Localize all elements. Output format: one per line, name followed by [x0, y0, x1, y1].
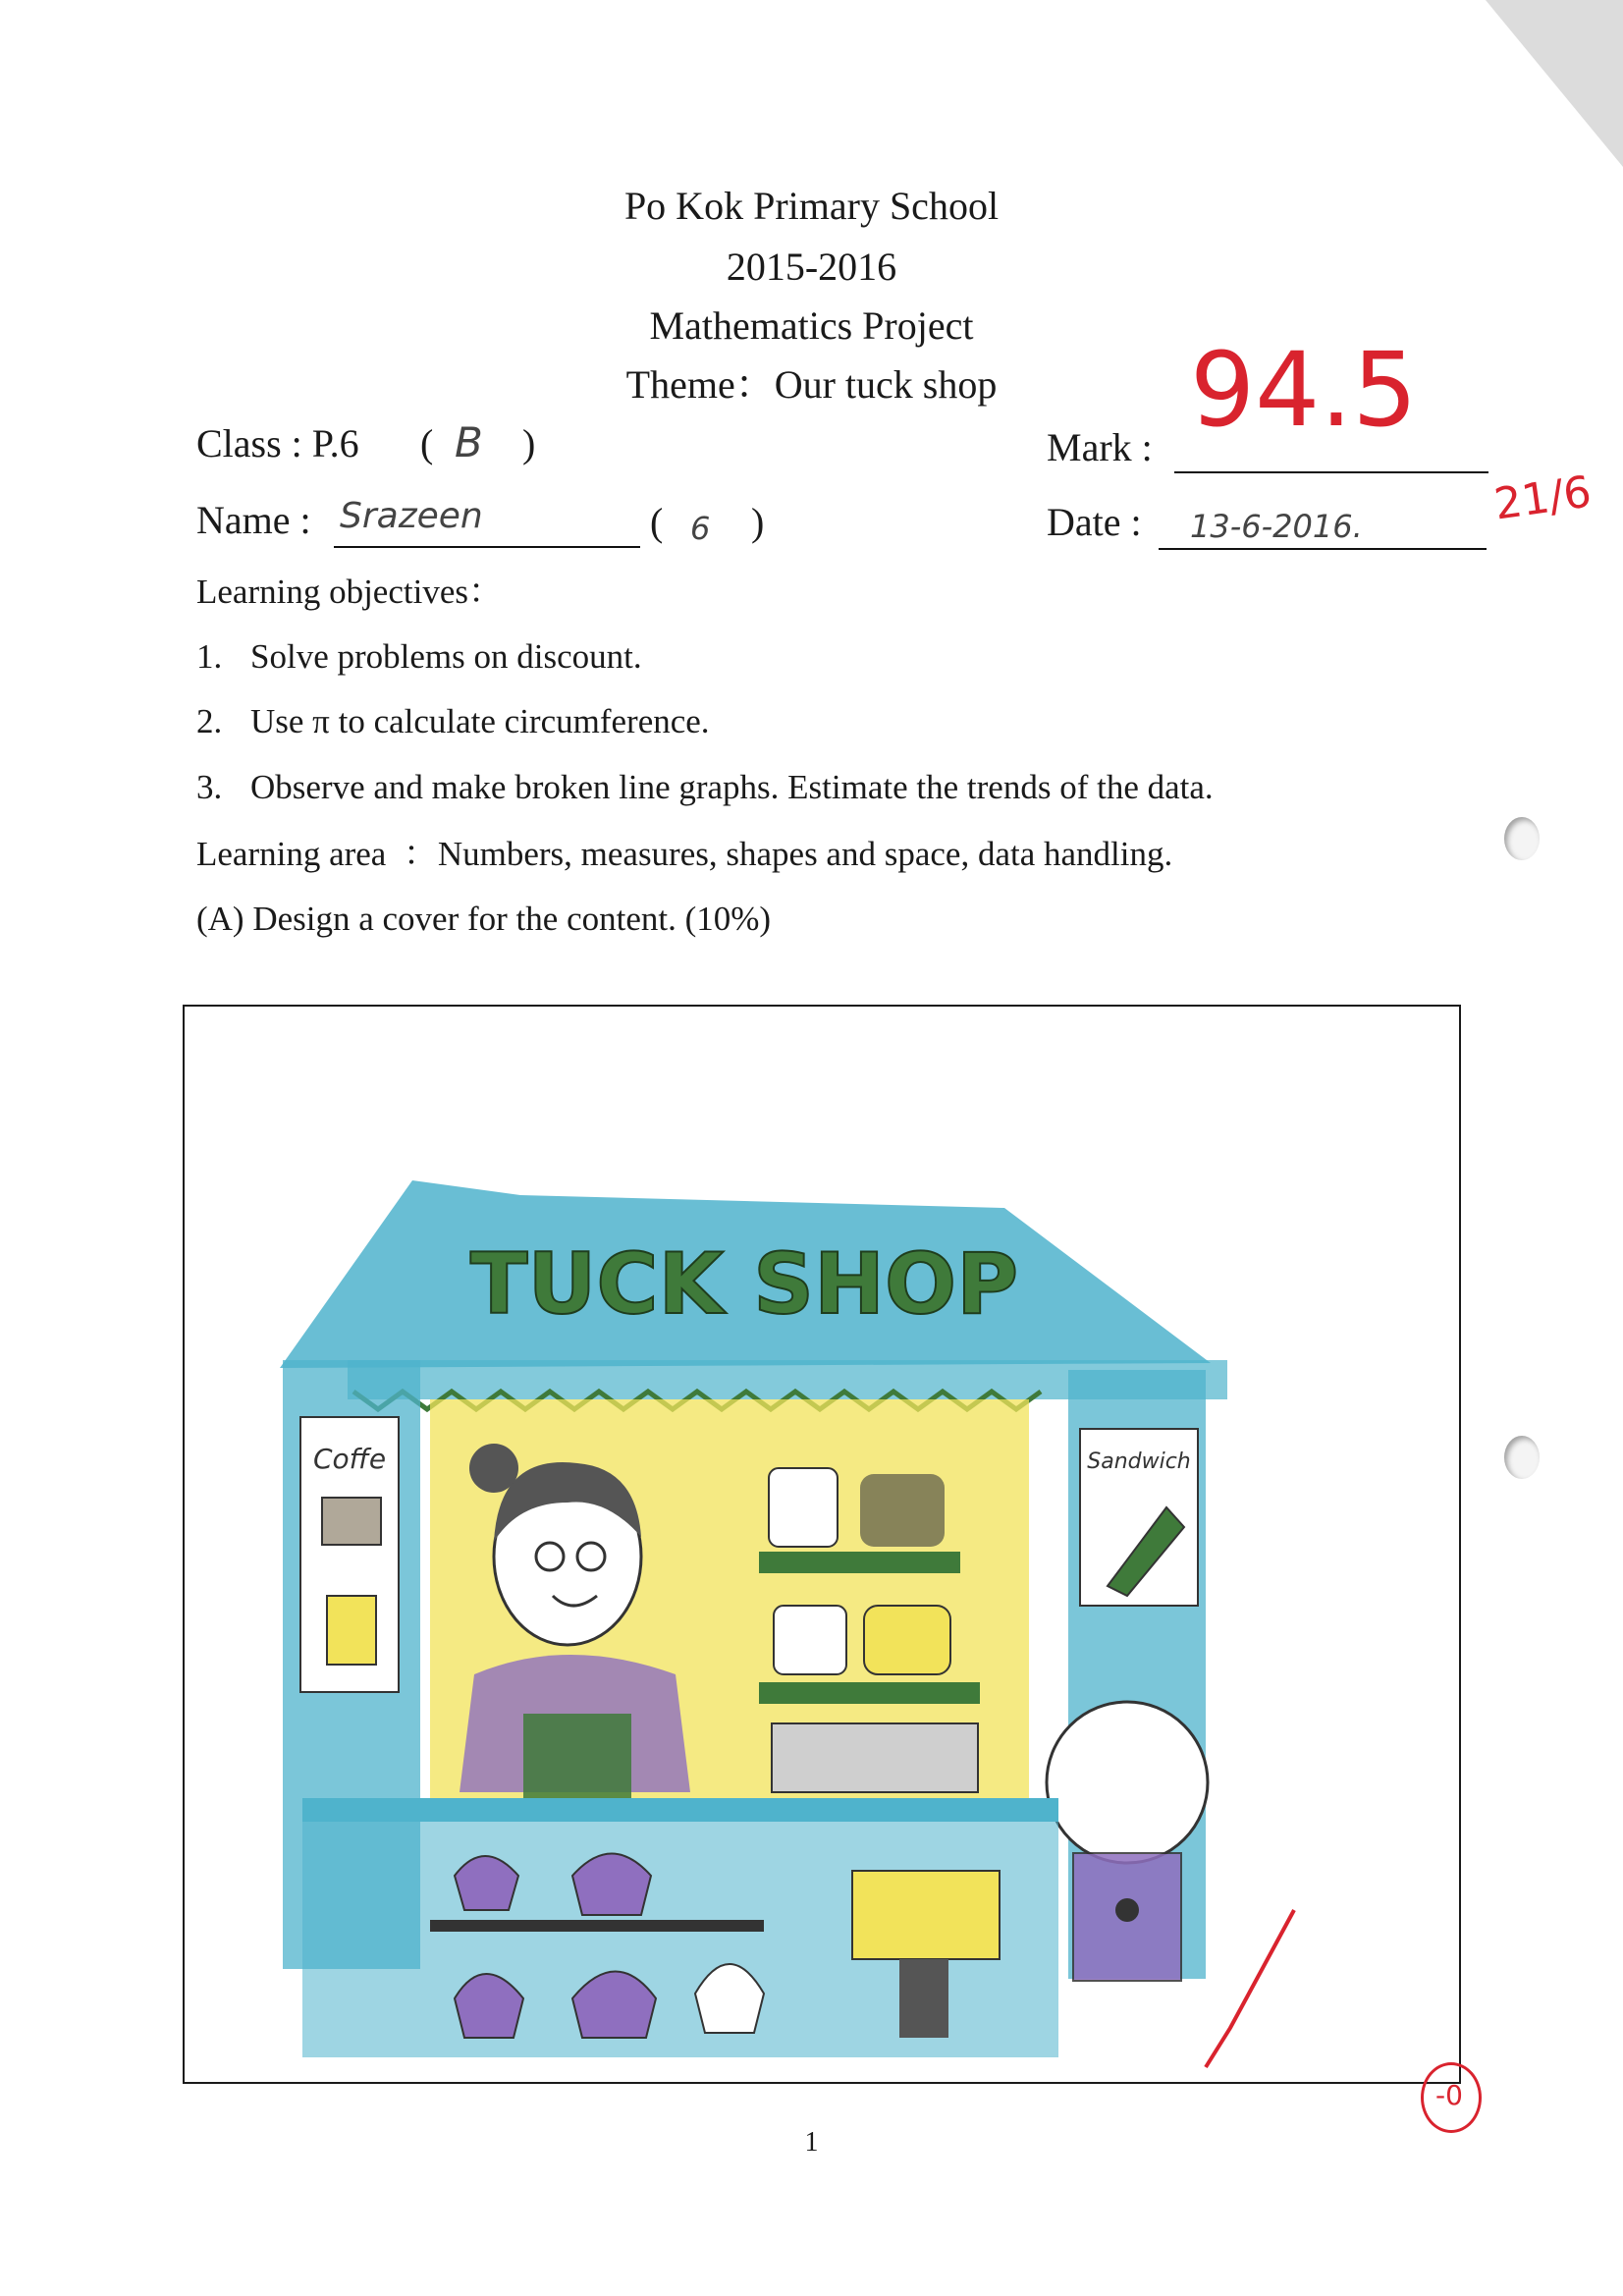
project-title: Mathematics Project	[649, 303, 974, 348]
school-year: 2015-2016	[726, 245, 897, 289]
binder-hole-bottom	[1504, 1436, 1540, 1479]
gumball-machine-globe	[1047, 1702, 1208, 1863]
drink-cup-icon	[327, 1596, 376, 1665]
coffee-sign-text: Coffe	[312, 1443, 387, 1475]
objective-text: Solve problems on discount.	[250, 637, 642, 676]
objective-item	[196, 639, 642, 674]
objective-text: Use π to calculate circumference.	[250, 702, 710, 740]
school-name: Po Kok Primary School	[623, 184, 1000, 228]
counter-top	[302, 1798, 1058, 1822]
jar-icon	[864, 1606, 950, 1674]
cookie-tray	[772, 1723, 978, 1792]
objective-item	[196, 770, 1214, 804]
mark-underline	[1174, 471, 1488, 473]
shelf-middle	[759, 1682, 980, 1704]
shopkeeper-apron	[523, 1714, 631, 1798]
name-underline	[334, 546, 640, 548]
gumball-knob-icon	[1115, 1898, 1139, 1922]
display-shelf	[430, 1920, 764, 1932]
deduction-value: -0	[1435, 2079, 1463, 2111]
page-number: 1	[804, 2127, 819, 2158]
number-open-paren: (	[650, 500, 664, 544]
shelf-top	[759, 1552, 960, 1573]
objective-number: 3.	[196, 768, 223, 806]
binder-hole-top	[1504, 817, 1540, 860]
objective-text: Observe and make broken line graphs. Estimate the trends of the data.	[250, 768, 1214, 806]
jar-icon	[769, 1468, 838, 1547]
checked-date-handwritten: 21/6	[1490, 466, 1595, 530]
class-open-paren: (	[420, 421, 434, 465]
date-value-handwritten: 13-6-2016.	[1190, 508, 1363, 545]
folded-page-corner	[1486, 0, 1623, 167]
class-value-handwritten: B	[455, 418, 483, 466]
task-instruction: (A) Design a cover for the content. (10%)	[196, 900, 772, 938]
mark-value-handwritten: 94.5	[1190, 330, 1418, 450]
name-value-handwritten: Srazeen	[340, 496, 483, 536]
tuck-shop-drawing	[185, 1007, 1461, 2084]
objective-number: 1.	[196, 637, 223, 676]
cover-drawing-frame	[183, 1005, 1461, 2084]
objective-number: 2.	[196, 702, 223, 740]
date-underline	[1159, 548, 1487, 550]
project-theme: Theme：Our tuck shop	[625, 362, 998, 407]
mark-label: Mark :	[1047, 425, 1153, 469]
coffee-cup-icon	[322, 1498, 381, 1545]
jar-icon	[774, 1606, 846, 1674]
number-value-handwritten: 6	[690, 510, 711, 547]
cake-icon	[852, 1871, 1000, 1959]
name-label: Name :	[196, 498, 311, 542]
class-close-paren: )	[522, 421, 536, 465]
date-label: Date :	[1047, 500, 1142, 544]
learning-area: Learning area ：Numbers, measures, shapes and space, data handling.	[196, 835, 1173, 873]
number-close-paren: )	[751, 500, 765, 544]
class-label: Class : P.6	[196, 421, 359, 465]
sandwich-sign-text: Sandwich	[1087, 1449, 1191, 1474]
check-mark-icon	[1206, 1910, 1294, 2067]
objective-item	[196, 704, 710, 738]
sign-text: TUCK SHOP	[469, 1235, 1019, 1334]
cake-stand	[899, 1959, 948, 2038]
shopkeeper-bun	[469, 1444, 518, 1493]
objectives-heading: Learning objectives：	[196, 573, 503, 611]
jar-icon	[860, 1474, 945, 1547]
